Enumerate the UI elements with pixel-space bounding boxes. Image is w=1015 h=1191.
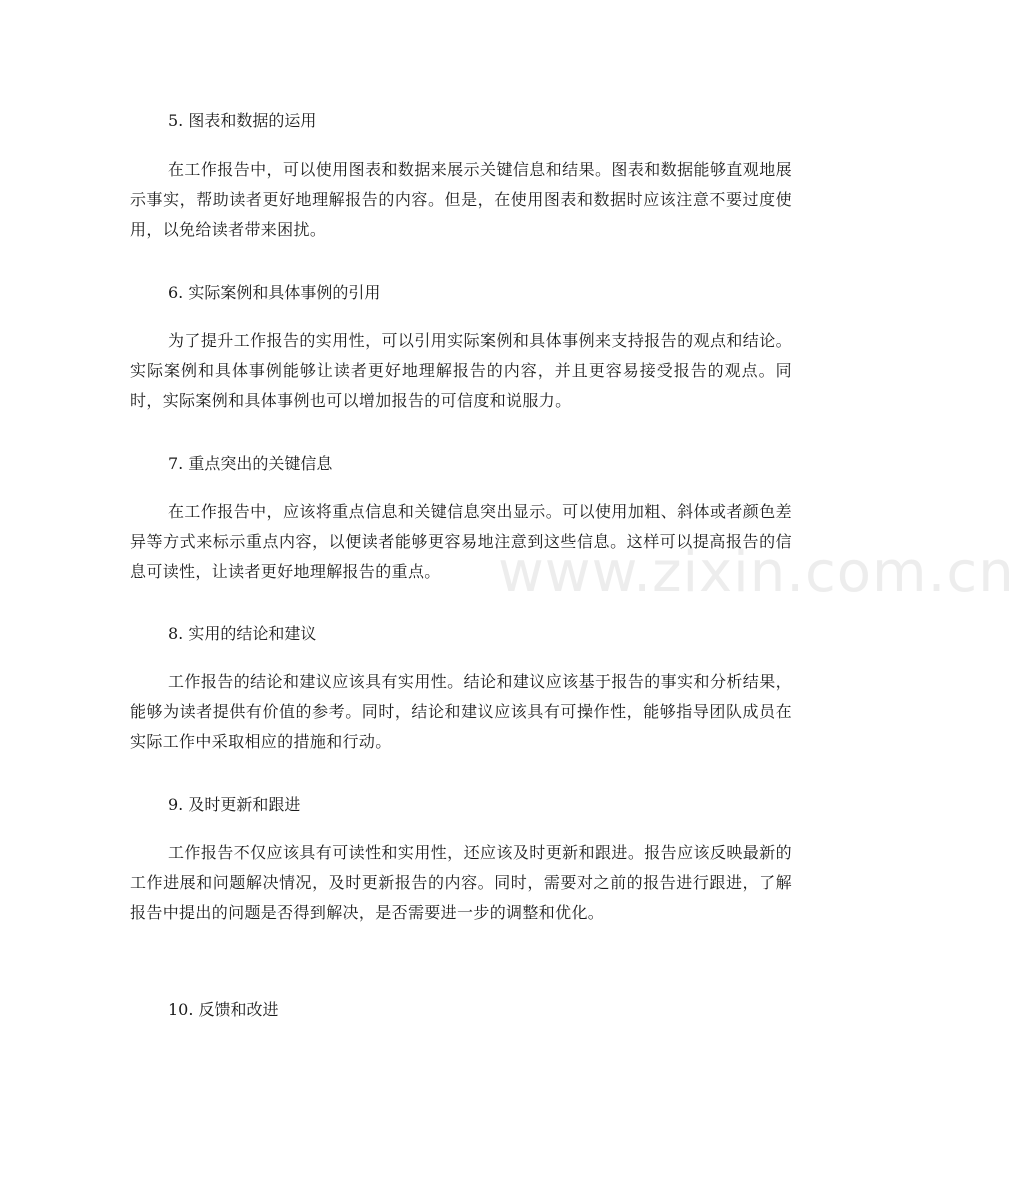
section-heading: 7. 重点突出的关键信息 (168, 454, 333, 473)
section-heading: 6. 实际案例和具体事例的引用 (168, 283, 381, 302)
section-heading: 5. 图表和数据的运用 (168, 111, 317, 130)
section-paragraph: 在工作报告中，应该将重点信息和关键信息突出显示。可以使用加粗、斜体或者颜色差异等方式来标示重点内容，以便读者能够更容易地注意到这些信息。这样可以提高报告的信息可读性，让读者更好地理解报告的重点。 (130, 502, 792, 581)
section-paragraph: 工作报告不仅应该具有可读性和实用性，还应该及时更新和跟进。报告应该反映最新的工作进展和问题解决情况，及时更新报告的内容。同时，需要对之前的报告进行跟进，了解报告中提出的问题是否得到解决，是否需要进一步的调整和优化。 (130, 843, 792, 922)
watermark: www.zixin.com.cn (498, 540, 1015, 605)
section-heading: 8. 实用的结论和建议 (168, 624, 317, 643)
section-paragraph: 工作报告的结论和建议应该具有实用性。结论和建议应该基于报告的事实和分析结果，能够为读者提供有价值的参考。同时，结论和建议应该具有可操作性，能够指导团队成员在实际工作中采取相应的措施和行动。 (130, 672, 792, 751)
section-heading: 9. 及时更新和跟进 (168, 795, 301, 814)
section-paragraph: 在工作报告中，可以使用图表和数据来展示关键信息和结果。图表和数据能够直观地展示事实，帮助读者更好地理解报告的内容。但是，在使用图表和数据时应该注意不要过度使用，以免给读者带来困扰。 (130, 160, 792, 239)
section-heading: 10. 反馈和改进 (168, 1000, 279, 1019)
section-paragraph: 为了提升工作报告的实用性，可以引用实际案例和具体事例来支持报告的观点和结论。实际案例和具体事例能够让读者更好地理解报告的内容，并且更容易接受报告的观点。同时，实际案例和具体事例也可以增加报告的可信度和说服力。 (130, 331, 792, 410)
